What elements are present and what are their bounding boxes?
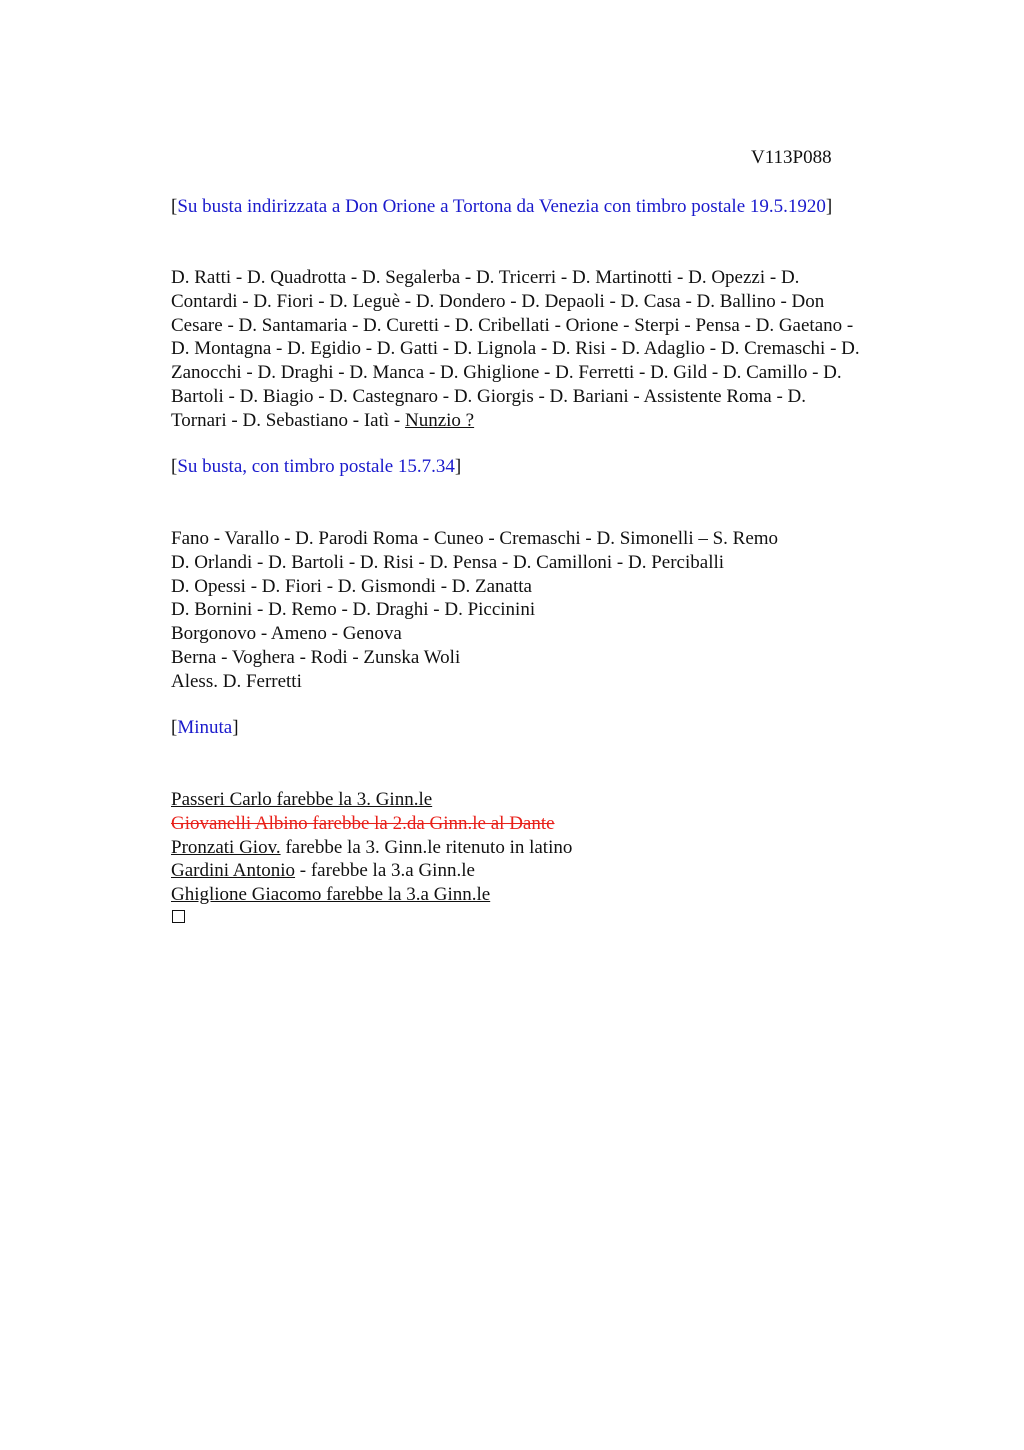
names-list-1 [171, 266, 931, 433]
bracket-open: [ [171, 717, 178, 738]
list-line: D. Montagna - D. Egidio - D. Gatti - D. Lignola - D. Risi - D. Adaglio - D. Cremaschi - D. [171, 338, 860, 360]
list-line: D. Orlandi - D. Bartoli - D. Risi - D. Pensa - D. Camilloni - D. Perciballi [171, 551, 725, 573]
list-line-last [171, 409, 931, 433]
pronzati-name: Pronzati Giov. [171, 836, 281, 858]
nunzio-underlined: Nunzio ? [404, 409, 475, 431]
minuta-line-pronzati [171, 836, 931, 860]
gardini-rest: - farebbe la 3.a Ginn.le [295, 860, 475, 882]
list-line: Zanocchi - D. Draghi - D. Manca - D. Ghiglione - D. Ferretti - D. Gild - D. Camillo - D. [171, 362, 842, 384]
minuta-line-gardini [171, 859, 931, 883]
list-line: Contardi - D. Fiori - D. Leguè - D. Dondero - D. Depaoli - D. Casa - D. Ballino - Don [171, 290, 825, 312]
list-line: D. Opessi - D. Fiori - D. Gismondi - D. Zanatta [171, 575, 532, 597]
names-list-2 [171, 527, 931, 694]
bracket-open: [ [171, 456, 178, 477]
empty-square-icon [172, 910, 185, 923]
bracket-close: ] [825, 196, 833, 217]
minuta-note-text: Minuta [177, 717, 233, 738]
list-line: Borgonovo - Ameno - Genova [171, 623, 402, 645]
minuta-line-giovanelli-struck: Giovanelli Albino farebbe la 2.da Ginn.le al Dante [171, 812, 555, 834]
bracket-close: ] [232, 717, 239, 738]
reference-code: V113P088 [751, 147, 832, 168]
list-line-last-prefix: Tornari - D. Sebastiano - Iatì - [171, 409, 405, 431]
minuta-line-ghiglione: Ghiglione Giacomo farebbe la 3.a Ginn.le [171, 884, 491, 906]
envelope-note-1-text: Su busta indirizzata a Don Orione a Tortona da Venezia con timbro postale 19.5.1920 [177, 196, 826, 217]
minuta-list [171, 788, 931, 907]
list-line: Aless. D. Ferretti [171, 670, 302, 692]
list-line: Bartoli - D. Biagio - D. Castegnaro - D. Giorgis - D. Bariani - Assistente Roma - D. [171, 385, 806, 407]
envelope-note-1 [171, 196, 832, 218]
bracket-open: [ [171, 196, 178, 217]
pronzati-rest: farebbe la 3. Ginn.le ritenuto in latino [280, 836, 573, 858]
envelope-note-2-text: Su busta, con timbro postale 15.7.34 [177, 456, 455, 477]
gardini-name: Gardini Antonio [171, 860, 296, 882]
list-line: D. Ratti - D. Quadrotta - D. Segalerba - D. Tricerri - D. Martinotti - D. Opezzi - D. [171, 267, 800, 288]
list-line: Cesare - D. Santamaria - D. Curetti - D. Cribellati - Orione - Sterpi - Pensa - D. Gaetano - [171, 314, 854, 336]
list-line: Berna - Voghera - Rodi - Zunska Woli [171, 646, 461, 668]
list-line: Fano - Varallo - D. Parodi Roma - Cuneo - Cremaschi - D. Simonelli – S. Remo [171, 528, 779, 549]
envelope-note-2 [171, 456, 461, 478]
bracket-close: ] [454, 456, 462, 477]
minuta-line-passeri: Passeri Carlo farebbe la 3. Ginn.le [171, 789, 433, 810]
list-line: D. Bornini - D. Remo - D. Draghi - D. Piccinini [171, 599, 536, 621]
minuta-note [171, 717, 239, 739]
